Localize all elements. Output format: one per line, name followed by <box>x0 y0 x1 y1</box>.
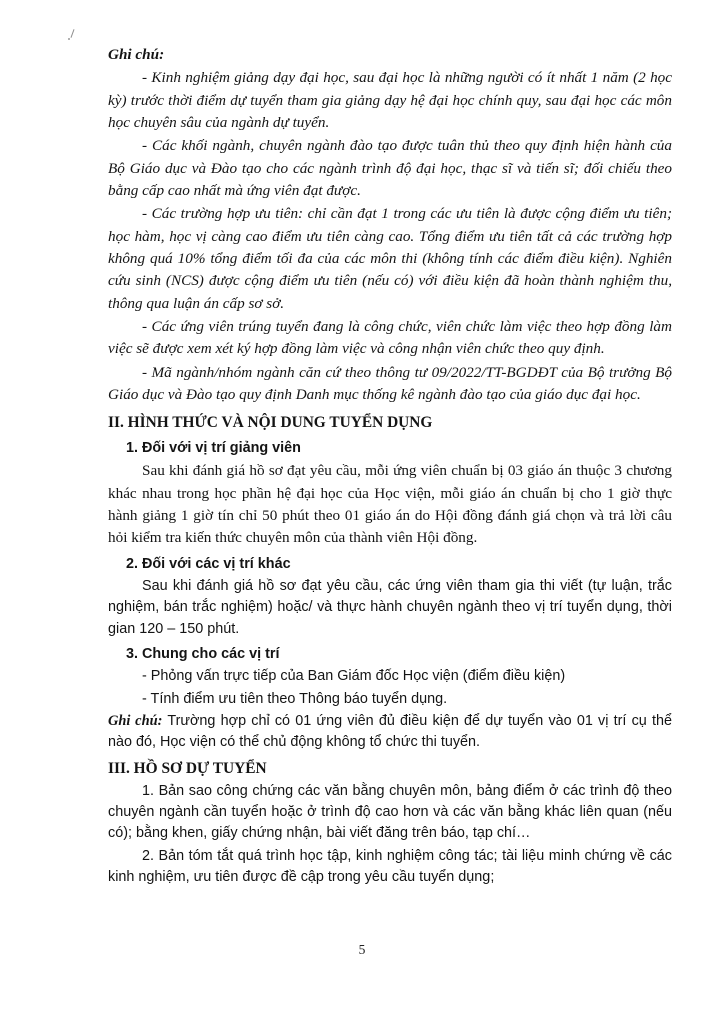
subsection-bullet-2: - Tính điểm ưu tiên theo Thông báo tuyển dụng. <box>142 690 448 707</box>
note-label-top: Ghi chú: <box>108 46 165 63</box>
subsection-heading-2: 2. Đối với các vị trí khác <box>126 555 291 572</box>
section-iii-item-1: 1. Bản sao công chứng các văn bằng chuyên môn, bảng điểm ở các trình độ theo chuyên ngành cần tuyển hoặc ở trình độ cao hơn và các văn bằng khác liên quan (nếu có); bằng khen, giấy chứng nhận, bài viết đăng trên báo, tạp chí… <box>108 783 672 842</box>
note-paragraph-4: - Các ứng viên trúng tuyển đang là công chức, viên chức làm việc theo hợp đồng làm việc sẽ được xem xét ký hợp đồng làm việc và công nhận viên chức theo quy định. <box>108 318 672 358</box>
closing-note-paragraph <box>108 711 672 753</box>
subsection-bullet-1: - Phỏng vấn trực tiếp của Ban Giám đốc Học viện (điểm điều kiện) <box>142 668 566 685</box>
subsection-heading-1: 1. Đối với vị trí giảng viên <box>126 439 301 456</box>
note-paragraph-1: - Kinh nghiệm giảng dạy đại học, sau đại học là những người có ít nhất 1 năm (2 học kỳ) trước thời điểm dự tuyển tham gia giảng dạy hệ đại học chính quy, sau đại học các môn học chuyên sâu của ngành dự tuyển. <box>108 69 672 132</box>
note-paragraph-3: - Các trường hợp ưu tiên: chỉ cần đạt 1 trong các ưu tiên là được cộng điểm ưu tiên; học hàm, học vị càng cao điểm ưu tiên càng cao. Tổng điểm ưu tiên tất cả các trường hợp không quá 10% tổng điểm tối đa của các môn thi (không tính các điểm điều kiện). Nghiên cứu sinh (NCS) được cộng điểm ưu tiên (nếu có) với điều kiện đã hoàn thành nghiệm thu, thông qua luận án cấp sơ sở. <box>108 205 672 312</box>
section-iii-item-2: 2. Bản tóm tắt quá trình học tập, kinh nghiệm công tác; tài liệu minh chứng về các kinh nghiệm, ưu tiên được đề cập trong yêu cầu tuyển dụng; <box>108 847 672 885</box>
subsection-body-2: Sau khi đánh giá hồ sơ đạt yêu cầu, các ứng viên tham gia thi viết (tự luận, trắc nghiệm, bán trắc nghiệm) hoặc/ và thực hành chuyên ngành theo vị trí tuyển dụng, thời gian 120 – 150 phút. <box>108 578 672 637</box>
section-heading-ii: II. HÌNH THỨC VÀ NỘI DUNG TUYỂN DỤNG <box>108 413 433 431</box>
section-heading-iii: III. HỒ SƠ DỰ TUYỂN <box>108 760 267 778</box>
subsection-body-1: Sau khi đánh giá hồ sơ đạt yêu cầu, mỗi ứng viên chuẩn bị 03 giáo án thuộc 3 chương khác nhau trong học phần hệ đại học của Học viện, mỗi giáo án chuẩn bị cho 1 giờ thực hành giảng 1 giờ tín chỉ 50 phút theo 01 giáo án do Hội đồng đánh giá chọn và trả lời câu hỏi kiểm tra kiến thức chuyên môn của thành viên Hội đồng. <box>108 462 672 547</box>
note-paragraph-5: - Mã ngành/nhóm ngành căn cứ theo thông tư 09/2022/TT-BGDĐT của Bộ trưởng Bộ Giáo dục và Đào tạo quy định Danh mục thống kê ngành đào tạo của giáo dục đại học. <box>108 363 672 404</box>
note-paragraph-2: - Các khối ngành, chuyên ngành đào tạo được tuân thủ theo quy định hiện hành của Bộ Giáo dục và Đào tạo cho các ngành trình độ đại học, thạc sĩ và tiến sĩ; đối chiếu theo bằng cấp cao nhất mà ứng viên đạt được. <box>108 137 672 200</box>
closing-note-label: Ghi chú: <box>108 712 163 729</box>
page-number: 5 <box>358 942 366 957</box>
subsection-heading-3: 3. Chung cho các vị trí <box>126 645 280 662</box>
scan-artifact-mark <box>66 30 80 44</box>
closing-note-text: Trường hợp chỉ có 01 ứng viên đủ điều kiện để dự tuyển vào 01 vị trí cụ thể nào đó, Học viện có thể chủ động không tổ chức thi tuyển. <box>108 712 672 750</box>
document-body <box>108 44 672 888</box>
